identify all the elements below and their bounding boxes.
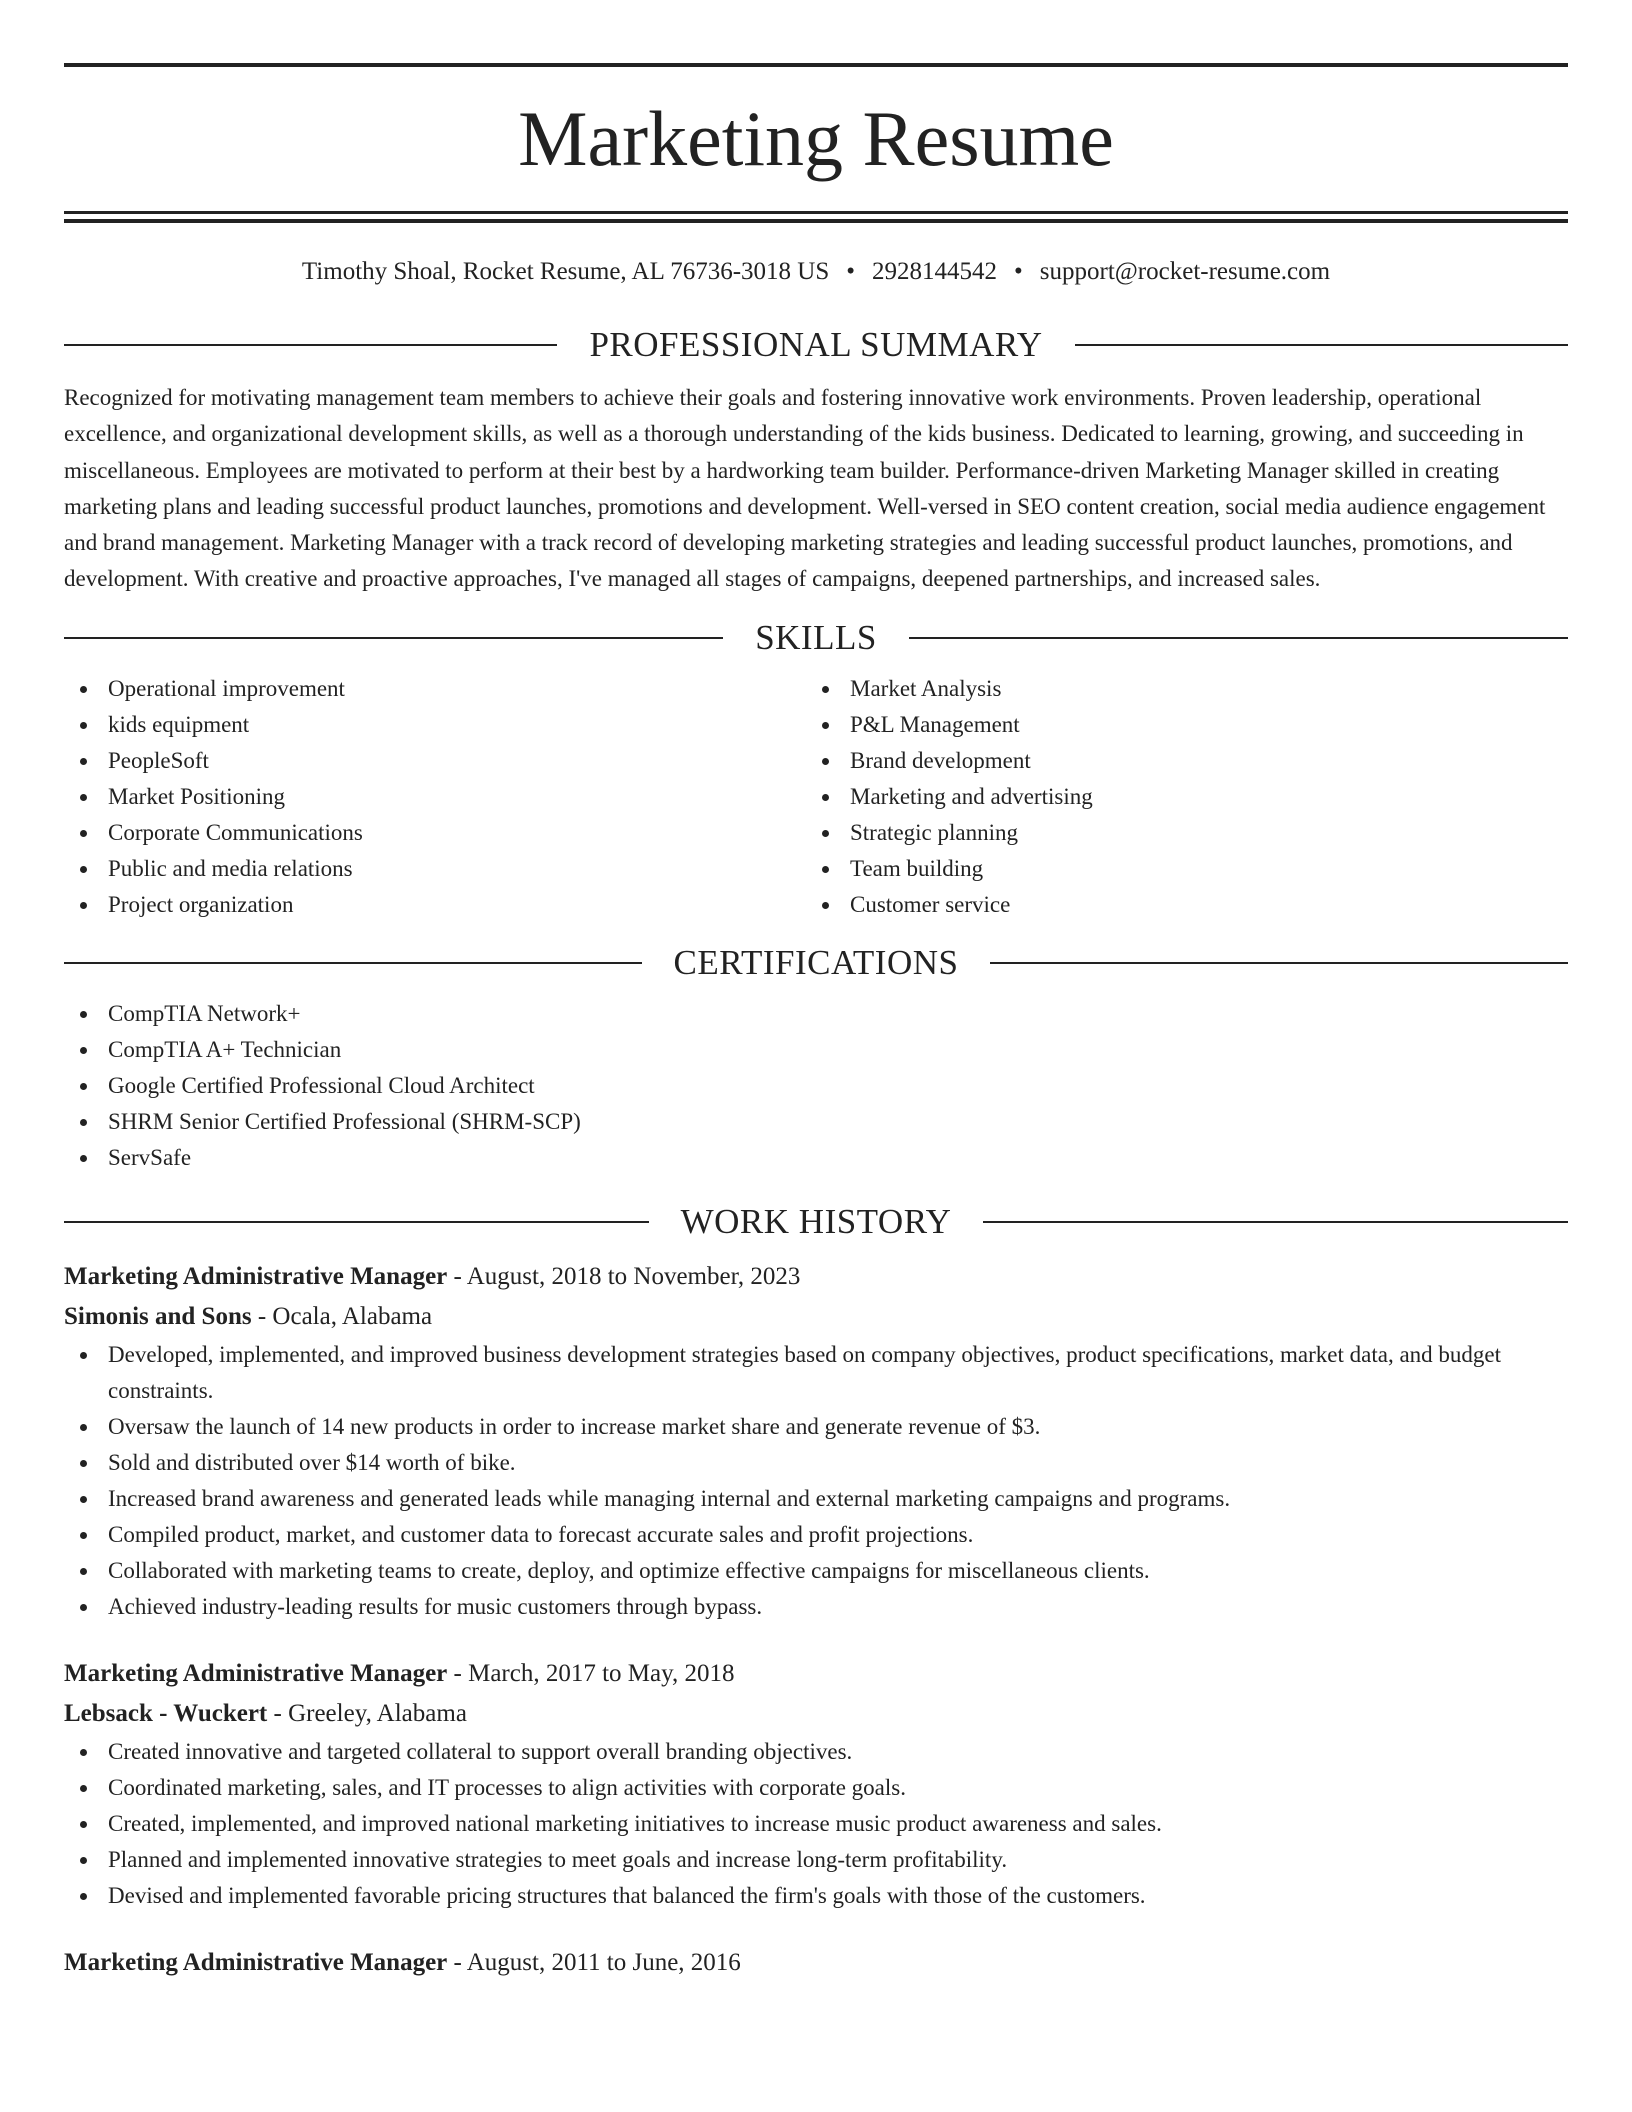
certifications-section-header xyxy=(64,940,1568,986)
title-rule-lower xyxy=(64,219,1568,223)
job-duties-list xyxy=(64,1734,1568,1914)
certification-item: ServSafe xyxy=(64,1140,1568,1176)
summary-paragraph: Recognized for motivating management team members to achieve their goals and fostering innovative work environments. Proven leadership, operational excellence, and organizational development skills, as well as a thorough understanding of the kids business. Dedicated to learning, growing, and succeeding in miscellaneous. Employees are motivated to perform at their best by a hardworking team builder. Performance-driven Marketing Manager skilled in creating marketing plans and leading successful product launches, promotions and development. Well-versed in SEO content creation, social media audience engagement and brand management. Marketing Manager with a track record of developing marketing strategies and leading successful product launches, promotions, and development. With creative and proactive approaches, I've managed all stages of campaigns, deepened partnerships, and increased sales. xyxy=(64,385,1546,592)
summary-heading: PROFESSIONAL SUMMARY xyxy=(589,325,1043,364)
job-title-line xyxy=(64,1654,1568,1694)
job-dates: - March, 2017 to May, 2018 xyxy=(447,1659,735,1687)
resume-title: Marketing Resume xyxy=(518,95,1114,182)
job-title-line xyxy=(64,1257,1568,1297)
job-duty-item: Created, implemented, and improved national marketing initiatives to increase music product awareness and sales. xyxy=(64,1806,1568,1842)
skill-item: Customer service xyxy=(806,887,1548,923)
job-duty-item: Planned and implemented innovative strategies to meet goals and increase long-term profitability. xyxy=(64,1842,1568,1878)
skill-item: Team building xyxy=(806,851,1548,887)
certification-item: CompTIA Network+ xyxy=(64,996,1568,1032)
job-duty-item: Oversaw the launch of 14 new products in order to increase market share and generate revenue of $3. xyxy=(64,1409,1568,1445)
section-rule xyxy=(983,1221,1568,1223)
contact-phone: 2928144542 xyxy=(872,258,998,285)
section-rule xyxy=(64,1221,649,1223)
job-duty-item: Increased brand awareness and generated leads while managing internal and external marketing campaigns and programs. xyxy=(64,1481,1568,1517)
job-title: Marketing Administrative Manager xyxy=(64,1262,448,1290)
job-duty-item: Created innovative and targeted collateral to support overall branding objectives. xyxy=(64,1734,1568,1770)
skills-section-header xyxy=(64,615,1568,661)
skill-item: Market Analysis xyxy=(806,671,1548,707)
contact-address: Timothy Shoal, Rocket Resume, AL 76736-3018 US xyxy=(301,258,830,285)
job-entry xyxy=(64,1257,1568,1625)
section-rule xyxy=(990,962,1568,964)
skills-columns xyxy=(64,671,1568,923)
contact-line xyxy=(64,256,1568,288)
job-location: - Greeley, Alabama xyxy=(267,1699,467,1727)
skill-item: P&L Management xyxy=(806,707,1548,743)
skill-item: Marketing and advertising xyxy=(806,779,1548,815)
job-company-line xyxy=(64,1297,1568,1337)
skills-list-left xyxy=(64,671,806,923)
job-company: Lebsack - Wuckert xyxy=(64,1699,268,1727)
job-entry xyxy=(64,1943,1568,1983)
job-title-line xyxy=(64,1943,1568,1983)
skills-heading: SKILLS xyxy=(755,617,877,657)
contact-separator: • xyxy=(846,258,856,285)
job-dates: - August, 2011 to June, 2016 xyxy=(447,1948,741,1976)
job-duty-item: Achieved industry-leading results for music customers through bypass. xyxy=(64,1589,1568,1625)
section-rule xyxy=(64,962,642,964)
certifications-list xyxy=(64,996,1568,1176)
skill-item: Market Positioning xyxy=(64,779,806,815)
job-duty-item: Developed, implemented, and improved business development strategies based on company objectives, product specifications, market data, and budget constraints. xyxy=(64,1337,1568,1409)
section-rule xyxy=(64,637,723,639)
skill-item: Strategic planning xyxy=(806,815,1548,851)
work-section-header xyxy=(64,1199,1568,1245)
section-rule xyxy=(1075,344,1568,346)
job-company-line xyxy=(64,1694,1568,1734)
job-location: - Ocala, Alabama xyxy=(251,1302,433,1330)
skill-item: Operational improvement xyxy=(64,671,806,707)
job-duty-item: Coordinated marketing, sales, and IT processes to align activities with corporate goals. xyxy=(64,1770,1568,1806)
skill-item: PeopleSoft xyxy=(64,743,806,779)
resume-page xyxy=(64,0,1568,1983)
job-duties-list xyxy=(64,1337,1568,1625)
job-title: Marketing Administrative Manager xyxy=(64,1948,448,1976)
certification-item: CompTIA A+ Technician xyxy=(64,1032,1568,1068)
certification-item: SHRM Senior Certified Professional (SHRM-SCP) xyxy=(64,1104,1568,1140)
contact-email: support@rocket-resume.com xyxy=(1039,258,1331,285)
skill-item: Project organization xyxy=(64,887,806,923)
job-dates: - August, 2018 to November, 2023 xyxy=(447,1262,801,1290)
job-title: Marketing Administrative Manager xyxy=(64,1659,448,1687)
contact-separator: • xyxy=(1014,258,1023,285)
summary-section-header xyxy=(64,322,1568,368)
job-duty-item: Compiled product, market, and customer data to forecast accurate sales and profit projections. xyxy=(64,1517,1568,1553)
job-duty-item: Devised and implemented favorable pricing structures that balanced the firm's goals with those of the customers. xyxy=(64,1878,1568,1914)
top-rule xyxy=(64,63,1568,67)
job-company: Simonis and Sons xyxy=(64,1302,252,1330)
skill-item: Public and media relations xyxy=(64,851,806,887)
section-rule xyxy=(909,637,1568,639)
certification-item: Google Certified Professional Cloud Architect xyxy=(64,1068,1568,1104)
work-heading: WORK HISTORY xyxy=(680,1201,952,1241)
title-rule-upper xyxy=(64,211,1568,214)
skill-item: Brand development xyxy=(806,743,1548,779)
job-entry xyxy=(64,1654,1568,1914)
section-rule xyxy=(64,344,557,346)
job-duty-item: Collaborated with marketing teams to create, deploy, and optimize effective campaigns for miscellaneous clients. xyxy=(64,1553,1568,1589)
job-duty-item: Sold and distributed over $14 worth of bike. xyxy=(64,1445,1568,1481)
certifications-heading: CERTIFICATIONS xyxy=(673,942,959,982)
skill-item: kids equipment xyxy=(64,707,806,743)
skills-list-right xyxy=(806,671,1548,923)
skill-item: Corporate Communications xyxy=(64,815,806,851)
